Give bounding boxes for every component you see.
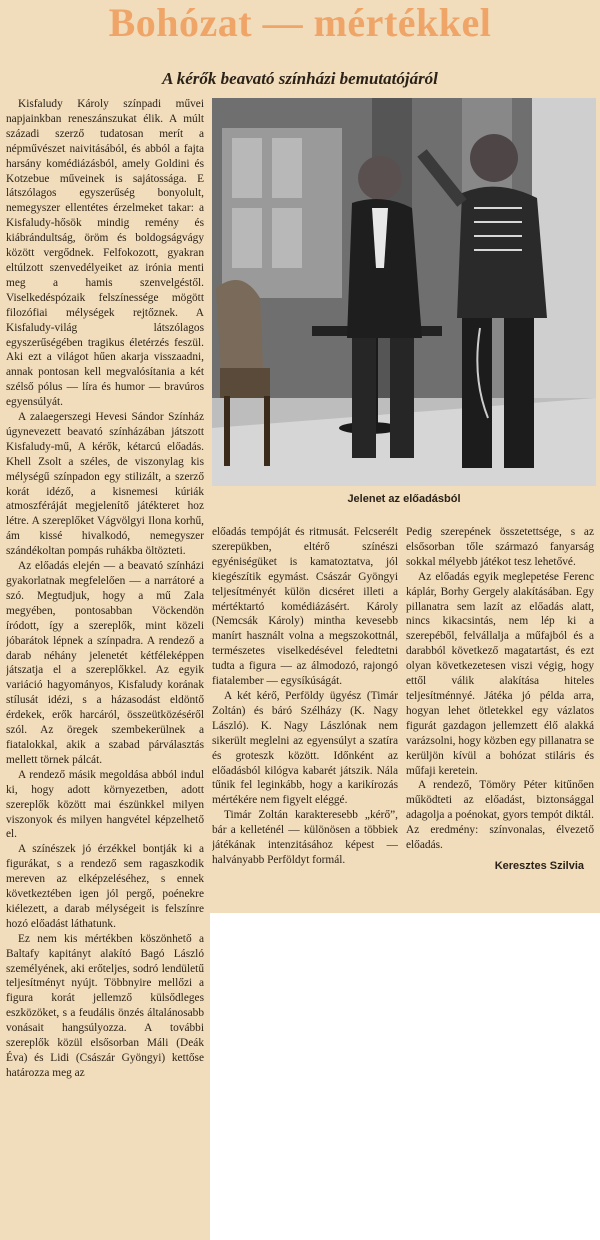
- article-column-3: [406, 525, 594, 905]
- stage-photo: [212, 98, 596, 486]
- paragraph: Pedig szerepének összetettsége, s az elsősorban tőle származó fanyarság sokkal mélyebb játékot tesz lehetővé.: [406, 526, 594, 568]
- paragraph: A két kérő, Perföldy ügyész (Timár Zoltán) és báró Szélházy (K. Nagy László). K. Nagy Lászlónak nem sikerült meglelni az egyensúlyt a szatíra és groteszk között. Időnként az előadásból kilógva kabarét játszik. Nála tűnik fel leginkább, hogy a karikírozás mértékére nem figyelt eléggé.: [212, 689, 398, 807]
- article-column-2: [212, 525, 398, 905]
- paragraph: Ez nem kis mértékben köszönhető a Baltafy kapitányt alakító Bagó László személyének, aki erőteljes, sodró lendületű teljesítményt nyújt. Többnyire mellőzi a figura korát jellemző külsődleges eszközöket, s a feudális önzés általánosabb vonásait hangsúlyozza. A további szereplők közül elsősorban Máli (Deák Éva) és Lidi (Császár Gyöngyi) kettőse határozza meg az: [6, 932, 204, 1079]
- paragraph: Az előadás elején — a beavató színházi gyakorlatnak megfelelően — a narrátoré a szó. Megtudjuk, hogy a mű Zala megyében, pontosabban Vöckendön íródott, így a szereplők, mint közeli jóbarátok lépnek a színpadra. A rendező a darab néhány jelenetét kétféleképpen játszatja el a szereplőkkel. Az egyik variáció hagyományos, Kisfaludy korának stílusát idézi, s a házasodást eldöntő érdekek, erők harcáról, összeütközéséről szól. Az öregek szembekerülnek a fiatalokkal, akik a szabad párválasztás mellett törnek pálcát.: [6, 560, 204, 766]
- author-signature: Keresztes Szilvia: [494, 859, 584, 872]
- paragraph: A rendező másik megoldása abból indul ki, hogy adott környezetben, adott szereplők között mai észünkkel milyen viszonyok és milyen hangvétel képzelhető el.: [6, 768, 204, 841]
- paragraph: A rendező, Tömöry Péter kitűnően működteti az előadást, biztonsággal adagolja a poénokat, gyors tempót diktál. Az eredmény: színvonalas, élvezető előadás.: [406, 779, 594, 852]
- article-headline: Bohózat — mértékkel: [108, 0, 492, 45]
- stage-photo-illustration: [212, 98, 596, 486]
- article-column-1: [6, 97, 204, 1233]
- article-subheadline: A kérők beavató színházi bemutatójáról: [162, 69, 438, 88]
- paragraph: Kisfaludy Károly színpadi művei napjainkban reneszánszukat élik. A múlt századi szerző tudatosan merít a népművészet naivitásából, és abból a fajta harsány komédiázásból, amely Goldini és Kotzebue műveinek is sajátossága. E látszólagos egyszerűség bonyolult, nemegyszer ellentétes érzelmeket takar: a Kisfaludy-hősök mindig remény és kiábrándultság, öröm és boldogságvágy között vergődnek. Felfokozott, gyakran eltúlzott szenvedélyeiket az irónia menti meg a hamis szenvelgéstől. Viselkedéspózaik felszínessége mögött filozófiai mélységek rejtőznek. A Kisfaludy-világ látszólagos egyszerűségében tragikus életérzés feszül. Aki ezt a világot hűen akarja visszaadni, annak pontosan kell megvalósítania a két szélső pólus — líra és humor — bravúros egyensúlyát.: [6, 98, 204, 409]
- paragraph: előadás tempóját és ritmusát. Felcserélt szerepükben, eltérő színészi egyéniségüket is kamatoztatva, jól kiegészítik egymást. Császár Gyöngyi teljesítményét külön dicséret illeti a mértéktartó komédiázásért. Károly (Nemcsák Károly) mintha kevesebb manírt használt volna a megszokottnál, természetes viselkedésével feledtetni tudta a figura — az álmodozó, rajongó fiatalember — egysíkúságát.: [212, 526, 398, 688]
- photo-caption: Jelenet az előadásból: [347, 493, 461, 505]
- paragraph: Timár Zoltán karakteresebb „kérő”, bár a kelleténél — különösen a többiek játékának intenzitásához képest — halványabb Perföldyt formál.: [212, 809, 398, 866]
- paragraph: A színészek jó érzékkel bontják ki a figurákat, s a rendező sem ragaszkodik mereven az elképzeléséhez, s ennek következtében igen jól pergő, poénekre kiélezett, a darab mélységeit is felszínre hozó előadást láthatunk.: [6, 843, 204, 930]
- paragraph: Az előadás egyik meglepetése Ferenc káplár, Borhy Gergely alakításában. Egy pillanatra sem lazít az előadás alatt, nincs kikacsintás, nem lép ki a szerepéből, felvállalja a műfajból és a darabból következő magatartást, és ezt olyan következetesen viszi végig, hogy ettől válik alakítása hiteles teljesítménnyé. Játéka jó példa arra, hogyan lehet ötletekkel egy vázlatos figurát gazdagon jellemzett élő alakká varázsolni, hogy közben egy pillanatra se kerüljön kívül a bohózat stiláris és műfaji keretein.: [406, 570, 594, 777]
- paragraph: A zalaegerszegi Hevesi Sándor Színház úgynevezett beavató színházában játszott Kisfaludy-mű, A kérők, kétarcú előadás. Khell Zsolt a széles, de viszonylag kis mélységű színpadon egy stilizált, a szerző korát idéző, a kisnemesi kúriák atmoszféráját megjelenítő játékteret hoz létre. A szereplőket Vágvölgyi Ilona korhű, ám kissé hivalkodó, nemegyszer szándékoltan pompás ruhákba öltözteti.: [6, 411, 204, 558]
